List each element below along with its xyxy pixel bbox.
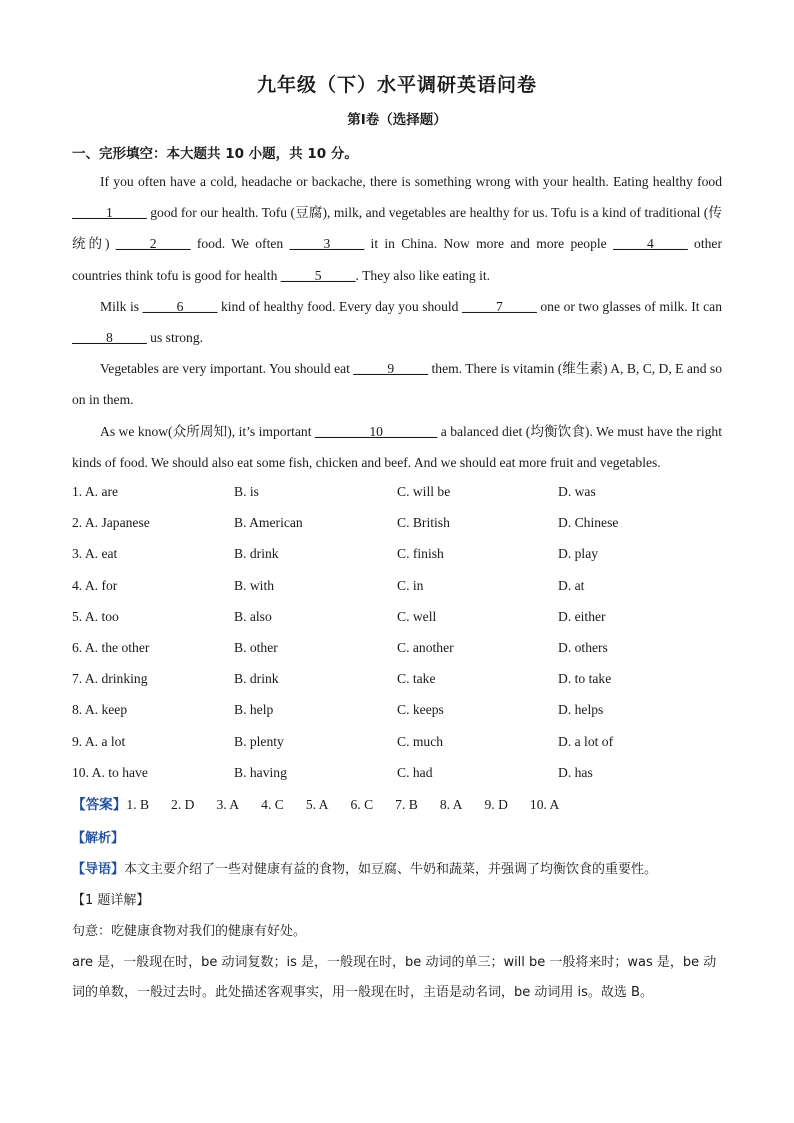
passage-text: us strong. xyxy=(146,330,204,346)
passage-text: . They also like eating it. xyxy=(355,267,491,283)
passage-text: kind of healthy food. Every day you should xyxy=(217,298,463,314)
passage-paragraph-3 xyxy=(72,353,722,415)
passage-text: As we know(众所周知), it’s important xyxy=(100,423,315,439)
passage-text: Milk is xyxy=(100,298,143,314)
passage-paragraph-2 xyxy=(72,291,722,353)
option-b: B. drink xyxy=(234,546,279,562)
options-list xyxy=(72,476,732,788)
passage-text: it in China. Now more and more people xyxy=(364,236,613,252)
option-c: C. well xyxy=(397,608,437,624)
option-b: B. with xyxy=(234,577,275,593)
blank-6: _____6_____ xyxy=(142,298,218,314)
option-b: B. having xyxy=(234,764,287,780)
option-d: D. to take xyxy=(558,671,612,687)
passage-text: them. There is vitamin (维生素) A, B, C, D, E and so on in them. xyxy=(72,361,722,408)
option-d: D. either xyxy=(558,608,606,624)
option-d: D. others xyxy=(558,639,608,655)
option-c: C. will be xyxy=(397,484,451,499)
blank-10: ________10________ xyxy=(314,423,438,439)
blank-5: _____5_____ xyxy=(280,267,356,283)
passage-text: other countries think tofu is good for health xyxy=(72,236,722,283)
option-d: D. was xyxy=(558,484,596,499)
answer-key xyxy=(72,789,732,820)
section-heading: 一、完形填空：本大题共 10 小题，共 10 分。 xyxy=(72,146,358,162)
option-c: C. had xyxy=(397,764,433,780)
option-row-5 xyxy=(72,601,732,632)
page-title: 九年级（下）水平调研英语问卷 xyxy=(256,74,537,96)
option-row-4 xyxy=(72,570,732,601)
answer-item: 8. A xyxy=(439,797,463,812)
option-b: B. other xyxy=(234,639,278,655)
blank-2: _____2_____ xyxy=(115,236,191,252)
sentence-meaning: 句意：吃健康食物对我们的健康有好处。 xyxy=(72,924,307,939)
passage-paragraph-1 xyxy=(72,166,722,291)
passage-text: good for our health. Tofu (豆腐), milk, and vegetables are healthy for us. Tofu is a kind of traditional (传统的) xyxy=(72,205,722,252)
cloze-passage xyxy=(72,166,722,478)
answer-item: 3. A xyxy=(216,797,240,812)
question-detail-heading xyxy=(72,886,722,916)
option-row-2 xyxy=(72,507,732,538)
option-d: D. Chinese xyxy=(558,515,619,531)
option-b: B. is xyxy=(234,484,259,499)
option-c: C. British xyxy=(397,515,450,531)
option-c: C. take xyxy=(397,671,436,687)
passage-text: a balanced diet (均衡饮食). We must have the right kinds of food. We should also eat some fish, chicken and beef. And we should eat more fruit and vegetables. xyxy=(72,423,722,470)
page-subtitle: 第Ⅰ卷（选择题） xyxy=(347,112,447,128)
option-d: D. play xyxy=(558,546,599,562)
passage-paragraph-4 xyxy=(72,416,722,478)
passage-text: If you often have a cold, headache or backache, there is something wrong with your health. Eating healthy food xyxy=(100,174,722,189)
option-b: B. plenty xyxy=(234,733,284,749)
option-row-7 xyxy=(72,663,732,694)
passage-text: Vegetables are very important. You should eat xyxy=(100,361,354,377)
answer-item: 4. C xyxy=(261,797,284,812)
answer-item: 2. D xyxy=(171,797,195,812)
answer-item: 7. B xyxy=(395,797,418,812)
option-a: 3. A. eat xyxy=(72,546,118,562)
daoyu-tag: 【导语】 xyxy=(72,862,125,877)
option-d: D. a lot of xyxy=(558,733,614,749)
option-a: 10. A. to have xyxy=(72,764,148,780)
blank-7: _____7_____ xyxy=(462,298,537,314)
option-b: B. American xyxy=(234,515,303,531)
option-c: C. another xyxy=(397,639,454,655)
option-c: C. in xyxy=(397,577,424,593)
option-d: D. has xyxy=(558,764,593,780)
answer-item: 1. B xyxy=(126,797,150,812)
blank-3: _____3_____ xyxy=(289,236,365,252)
option-row-9 xyxy=(72,726,732,757)
option-c: C. much xyxy=(397,733,444,749)
option-a: 2. A. Japanese xyxy=(72,515,150,531)
option-a: 8. A. keep xyxy=(72,702,128,718)
detail-tag: 【1 题详解】 xyxy=(72,893,150,908)
option-row-6 xyxy=(72,632,732,663)
answer-item: 10. A xyxy=(529,797,560,812)
option-a: 7. A. drinking xyxy=(72,671,148,687)
option-c: C. keeps xyxy=(397,702,444,718)
analysis-heading xyxy=(72,824,722,854)
option-c: C. finish xyxy=(397,546,444,562)
option-d: D. at xyxy=(558,577,585,593)
option-a: 4. A. for xyxy=(72,577,118,593)
option-row-10 xyxy=(72,757,732,788)
daoyu-text: 本文主要介绍了一些对健康有益的食物，如豆腐、牛奶和蔬菜，并强调了均衡饮食的重要性。 xyxy=(124,862,658,877)
option-b: B. also xyxy=(234,608,272,624)
blank-9: _____9_____ xyxy=(353,361,429,377)
option-a: 6. A. the other xyxy=(72,639,150,655)
blank-1: _____1_____ xyxy=(72,205,147,221)
option-a: 5. A. too xyxy=(72,608,119,624)
passage-text: one or two glasses of milk. It can xyxy=(536,298,722,314)
jiexi-tag: 【解析】 xyxy=(72,831,125,846)
blank-4: _____4_____ xyxy=(613,236,688,252)
blank-8: _____8_____ xyxy=(72,330,147,346)
option-a: 9. A. a lot xyxy=(72,733,126,749)
option-a: 1. A. are xyxy=(72,484,119,499)
option-row-8 xyxy=(72,694,732,725)
explanation-text: are 是，一般现在时，be 动词复数；is 是，一般现在时，be 动词的单三；will be 一般将来时；was 是，be 动词的单数，一般过去时。此处描述客观事实，用一般现在时，主语是动名词，be 动词用 is。故选 B。 xyxy=(72,955,717,1000)
option-d: D. helps xyxy=(558,702,604,718)
answer-item: 5. A xyxy=(305,797,329,812)
answer-tag: 【答案】 xyxy=(72,797,127,813)
option-row-1 xyxy=(72,476,732,507)
intro-note xyxy=(72,855,722,885)
answer-item: 9. D xyxy=(484,797,508,812)
answer-item: 6. C xyxy=(350,797,374,812)
option-row-3 xyxy=(72,538,732,569)
option-b: B. help xyxy=(234,702,274,718)
option-b: B. drink xyxy=(234,671,279,687)
passage-text: food. We often xyxy=(190,236,290,252)
